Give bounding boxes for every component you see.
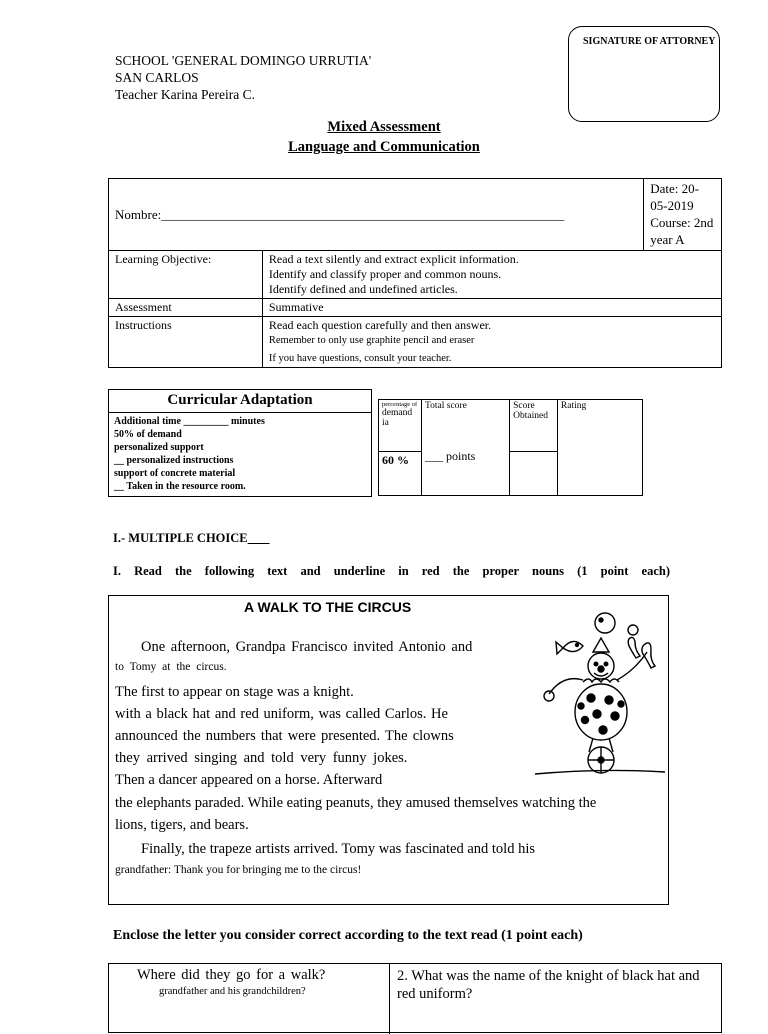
- total-score-header: Total score: [425, 401, 467, 411]
- section-instruction: I. Read the following text and underline in red the proper nouns (1 point each): [113, 564, 670, 578]
- curricular-list: [109, 413, 371, 495]
- story-line: One afternoon, Grandpa Francisco invited Antonio and: [141, 639, 473, 655]
- clown-juggler-icon: [535, 610, 665, 782]
- school-city: SAN CARLOS: [115, 70, 199, 85]
- objective-line: Identify defined and undefined articles.: [268, 282, 458, 296]
- story-line: the elephants paraded. While eating peanuts, they amused themselves watching the: [115, 795, 597, 811]
- subject-title: Language and Communication: [288, 139, 480, 155]
- story-line: with a black hat and red uniform, was called Carlos. He: [115, 706, 448, 722]
- info-table: [108, 178, 722, 368]
- curricular-item: support of concrete material: [114, 468, 236, 479]
- story-box: [108, 595, 669, 905]
- question-2: 2. What was the name of the knight of black hat and red uniform?: [397, 968, 700, 1002]
- objective-line: Read a text silently and extract explicit information.: [268, 252, 519, 266]
- score-obtained-value: [510, 452, 558, 496]
- question-1-continuation: grandfather and his grandchildren?: [159, 986, 306, 997]
- curricular-item: 50% of demand: [114, 429, 182, 440]
- question-1: Where did they go for a walk?: [137, 967, 326, 983]
- percentage-header: percentage of demand ia: [379, 400, 422, 452]
- instructions-label: Instructions: [109, 317, 263, 368]
- assessment-value: Summative: [262, 299, 721, 317]
- percentage-value: 60 %: [379, 452, 422, 496]
- story-title: A WALK TO THE CIRCUS: [244, 599, 412, 615]
- instructions-line: Read each question carefully and then answer.: [268, 318, 492, 332]
- instructions-line: If you have questions, consult your teacher.: [268, 353, 452, 364]
- points-value: ___ points: [425, 449, 476, 463]
- total-score-cell: [422, 400, 510, 496]
- instructions-value: [262, 317, 721, 368]
- curricular-item: Additional time _________ minutes: [114, 416, 265, 427]
- rating-cell: [557, 400, 642, 496]
- story-line: The first to appear on stage was a knight.: [115, 684, 354, 700]
- story-line: announced the numbers that were presented. The clowns: [115, 728, 454, 744]
- score-obtained-line: Score: [513, 401, 535, 411]
- story-line: grandfather: Thank you for bringing me to the circus!: [115, 864, 362, 876]
- section-heading: I.- MULTIPLE CHOICE: [113, 531, 248, 545]
- score-obtained-line: Obtained: [513, 411, 548, 421]
- school-name: SCHOOL 'GENERAL DOMINGO URRUTIA': [115, 53, 372, 68]
- story-line: to Tomy at the circus.: [115, 661, 227, 673]
- course-line: Course: 2nd: [650, 215, 714, 230]
- curricular-item: personalized support: [114, 442, 204, 453]
- signature-label: SIGNATURE OF ATTORNEY: [583, 36, 716, 47]
- date-line: 05-2019: [650, 198, 694, 213]
- score-obtained-header: [510, 400, 558, 452]
- curricular-item: __ Taken in the resource room.: [114, 481, 246, 492]
- objective-label: Learning Objective:: [109, 251, 263, 299]
- curricular-item: __ personalized instructions: [114, 455, 234, 466]
- multiple-choice-instruction: Enclose the letter you consider correct according to the text read (1 point each): [113, 928, 583, 943]
- story-line: lions, tigers, and bears.: [115, 817, 249, 833]
- rating-header: Rating: [560, 401, 587, 411]
- course-line: year A: [650, 232, 685, 247]
- percentage-header-line: demand: [382, 408, 413, 418]
- objective-line: Identify and classify proper and common nouns.: [268, 267, 502, 281]
- objective-value: [262, 251, 721, 299]
- main-title: Mixed Assessment: [327, 119, 441, 135]
- curricular-title: Curricular Adaptation: [109, 390, 371, 413]
- name-field: Nombre:______________________________________________________________: [109, 179, 644, 251]
- teacher-name: Teacher Karina Pereira C.: [115, 87, 255, 102]
- story-line: they arrived singing and told very funny jokes.: [115, 750, 408, 766]
- story-line: Finally, the trapeze artists arrived. Tomy was fascinated and told his: [141, 841, 535, 857]
- instructions-line: Remember to only use graphite pencil and eraser: [268, 335, 475, 346]
- questions-table: [108, 963, 722, 1033]
- score-table: [378, 399, 643, 496]
- date-line: Date: 20-: [650, 181, 699, 196]
- school-header: [115, 52, 371, 103]
- story-line: Then a dancer appeared on a horse. Afterward: [115, 772, 383, 788]
- percentage-header-line: ia: [382, 418, 389, 428]
- assessment-label: Assessment: [109, 299, 263, 317]
- date-course-cell: [644, 179, 722, 251]
- curricular-adaptation-box: [108, 389, 372, 497]
